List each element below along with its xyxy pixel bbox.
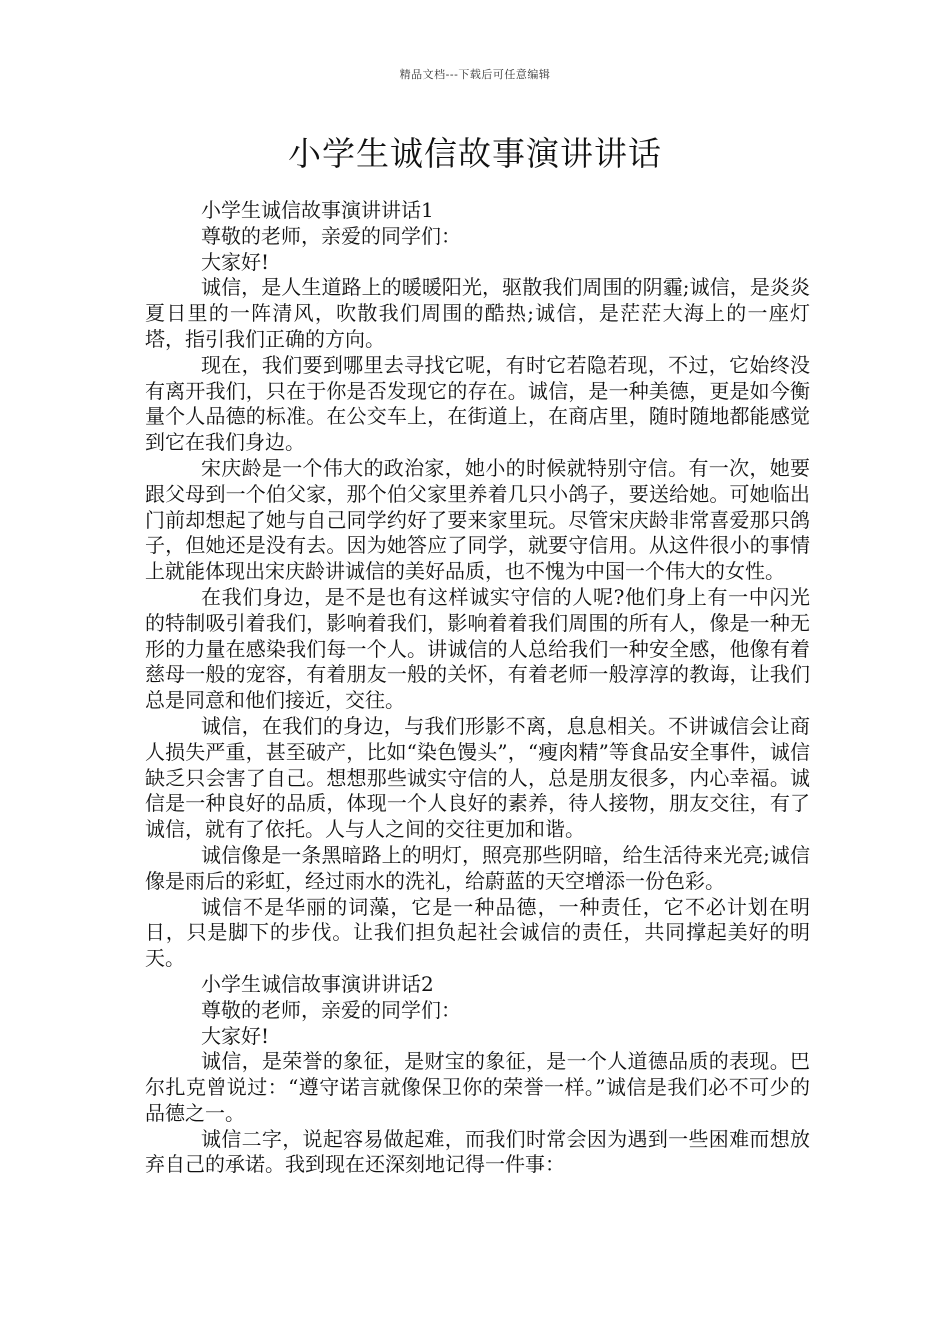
document-title: 小学生诚信故事演讲讲话 <box>288 134 662 173</box>
paragraph: 宋庆龄是一个伟大的政治家，她小的时候就特别守信。有一次，她要跟父母到一个伯父家，那个伯父家里养着几只小鸽子，要送给她。可她临出门前却想起了她与自己同学约好了要来家里玩。尽管宋庆龄非常喜爱那只鸽子，但她还是没有去。因为她答应了同学，就要守信用。从这件很小的事情上就能体现出宋庆龄讲诚信的美好品质，也不愧为中国一个伟大的女性。 <box>145 455 810 584</box>
paragraph: 诚信像是一条黑暗路上的明灯，照亮那些阴暗，给生活待来光亮;诚信像是雨后的彩虹，经过雨水的洗礼，给蔚蓝的天空增添一份色彩。 <box>145 842 810 893</box>
greeting: 大家好! <box>201 249 270 274</box>
paragraph: 诚信，在我们的身边，与我们形影不离，息息相关。不讲诚信会让商人损失严重，甚至破产，比如“染色馒头”，“瘦肉精”等食品安全事件，诚信缺乏只会害了自己。想想那些诚实守信的人，总是朋友很多，内心幸福。诚信是一种良好的品质，体现一个人良好的素养，待人接物，朋友交往，有了诚信，就有了依托。人与人之间的交往更加和谐。 <box>145 713 810 842</box>
section-heading-2: 小学生诚信故事演讲讲话2 <box>201 971 434 996</box>
document-body <box>145 198 810 1178</box>
section-heading-1: 小学生诚信故事演讲讲话1 <box>201 198 434 222</box>
paragraph: 诚信，是荣誉的象征，是财宝的象征，是一个人道德品质的表现。巴尔扎克曾说过：“遵守诺言就像保卫你的荣誉一样。”诚信是我们必不可少的品德之一。 <box>145 1049 810 1125</box>
greeting: 大家好! <box>201 1023 270 1048</box>
header-note: 精品文档---下载后可任意编辑 <box>399 68 551 81</box>
paragraph: 诚信不是华丽的词藻，它是一种品德，一种责任，它不必计划在明日，只是脚下的步伐。让我们担负起社会诚信的责任，共同撑起美好的明天。 <box>145 894 810 971</box>
salutation: 尊敬的老师，亲爱的同学们： <box>201 223 461 248</box>
paragraph: 在我们身边，是不是也有这样诚实守信的人呢?他们身上有一中闪光的特制吸引着我们，影响着我们，影响着着我们周围的所有人，像是一种无形的力量在感染我们每一个人。讲诚信的人总给我们一种安全感，他像有着慈母一般的宠容，有着朋友一般的关怀，有着老师一般淳淳的教诲，让我们总是同意和他们接近，交往。 <box>145 584 810 713</box>
salutation: 尊敬的老师，亲爱的同学们： <box>201 997 461 1022</box>
paragraph: 诚信，是人生道路上的暖暖阳光，驱散我们周围的阴霾;诚信，是炎炎夏日里的一阵清风，吹散我们周围的酷热;诚信，是茫茫大海上的一座灯塔，指引我们正确的方向。 <box>145 275 810 351</box>
paragraph: 诚信二字，说起容易做起难，而我们时常会因为遇到一些困难而想放弃自己的承诺。我到现在还深刻地记得一件事： <box>145 1126 810 1177</box>
paragraph: 现在，我们要到哪里去寻找它呢，有时它若隐若现，不过，它始终没有离开我们，只在于你是否发现它的存在。诚信，是一种美德，更是如今衡量个人品德的标准。在公交车上，在街道上，在商店里，随时随地都能感觉到它在我们身边。 <box>145 352 810 455</box>
